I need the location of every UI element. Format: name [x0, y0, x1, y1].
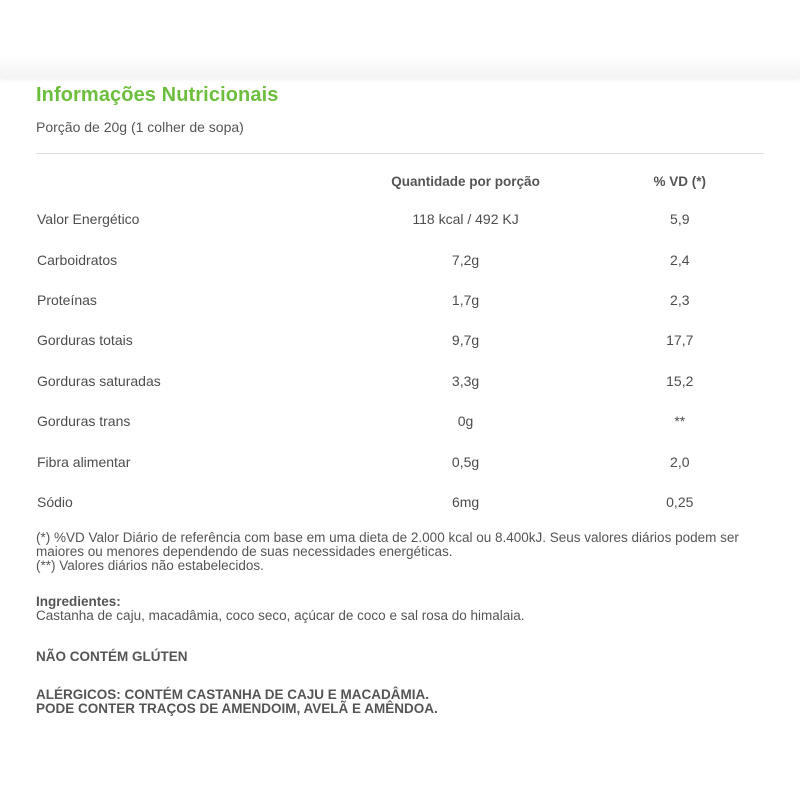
nutrient-dv: **: [674, 413, 686, 430]
nutrient-name: Valor Energético: [37, 211, 140, 228]
footnote-dv: (*) %VD Valor Diário de referência com base em uma dieta de 2.000 kcal ou 8.400kJ. Seus valores diários podem ser maiores ou menores dependendo de suas necessidades energéticas.: [36, 530, 739, 560]
nutrient-quantity: 118 kcal / 492 KJ: [412, 211, 519, 228]
divider: [36, 153, 764, 154]
nutrient-name: Gorduras trans: [37, 413, 131, 430]
nutrient-dv: 0,25: [666, 493, 694, 510]
nutrition-table: [36, 163, 764, 522]
table-row: [36, 199, 764, 239]
nutrient-dv: 5,9: [670, 211, 690, 228]
nutrient-quantity: 9,7g: [451, 332, 480, 349]
table-row: [36, 361, 764, 401]
nutrient-dv: 2,4: [670, 251, 690, 268]
nutrient-quantity: 7,2g: [451, 251, 480, 268]
table-header-row: [36, 163, 764, 199]
top-bar: [0, 0, 800, 78]
table-row: [36, 441, 764, 481]
nutrient-dv: 15,2: [666, 372, 694, 389]
nutrition-panel: [36, 78, 764, 716]
nutrient-name: Carboidratos: [37, 251, 118, 268]
nutrient-quantity: 0g: [457, 413, 474, 430]
nutrient-name: Gorduras saturadas: [37, 372, 161, 389]
table-row: [36, 320, 764, 360]
nutrient-name: Proteínas: [37, 291, 97, 308]
table-row: [36, 239, 764, 279]
nutrient-quantity: 1,7g: [451, 291, 480, 308]
portion-size: Porção de 20g (1 colher de sopa): [36, 119, 244, 135]
allergen-contains: ALÉRGICOS: CONTÉM CASTANHA DE CAJU E MACADÂMIA.: [36, 687, 429, 703]
nutrient-name: Sódio: [37, 493, 73, 510]
nutrient-dv: 17,7: [666, 332, 694, 349]
page-title: Informações Nutricionais: [36, 84, 279, 106]
nutrient-name: Fibra alimentar: [37, 453, 131, 470]
nutrient-dv: 2,0: [670, 453, 690, 470]
nutrient-quantity: 0,5g: [451, 453, 480, 470]
table-row: [36, 482, 764, 522]
allergen-may-contain: PODE CONTER TRAÇOS DE AMENDOIM, AVELÃ E AMÊNDOA.: [36, 701, 438, 717]
allergen-notice: [36, 688, 764, 716]
table-row: [36, 401, 764, 441]
ingredients-title: Ingredientes:: [36, 594, 121, 610]
table-row: [36, 280, 764, 320]
gluten-notice: NÃO CONTÉM GLÚTEN: [36, 649, 188, 665]
footnote-not-established: (**) Valores diários não estabelecidos.: [36, 558, 264, 574]
footnote: [36, 531, 764, 573]
nutrient-quantity: 3,3g: [451, 372, 480, 389]
ingredients-text: Castanha de caju, macadâmia, coco seco, açúcar de coco e sal rosa do himalaia.: [36, 608, 525, 624]
nutrient-quantity: 6mg: [451, 493, 480, 510]
nutrient-name: Gorduras totais: [37, 332, 133, 349]
column-header-quantity: Quantidade por porção: [391, 173, 540, 189]
column-header-nutrient: [36, 163, 336, 199]
column-header-dv: % VD (*): [653, 173, 707, 189]
nutrient-dv: 2,3: [670, 291, 690, 308]
